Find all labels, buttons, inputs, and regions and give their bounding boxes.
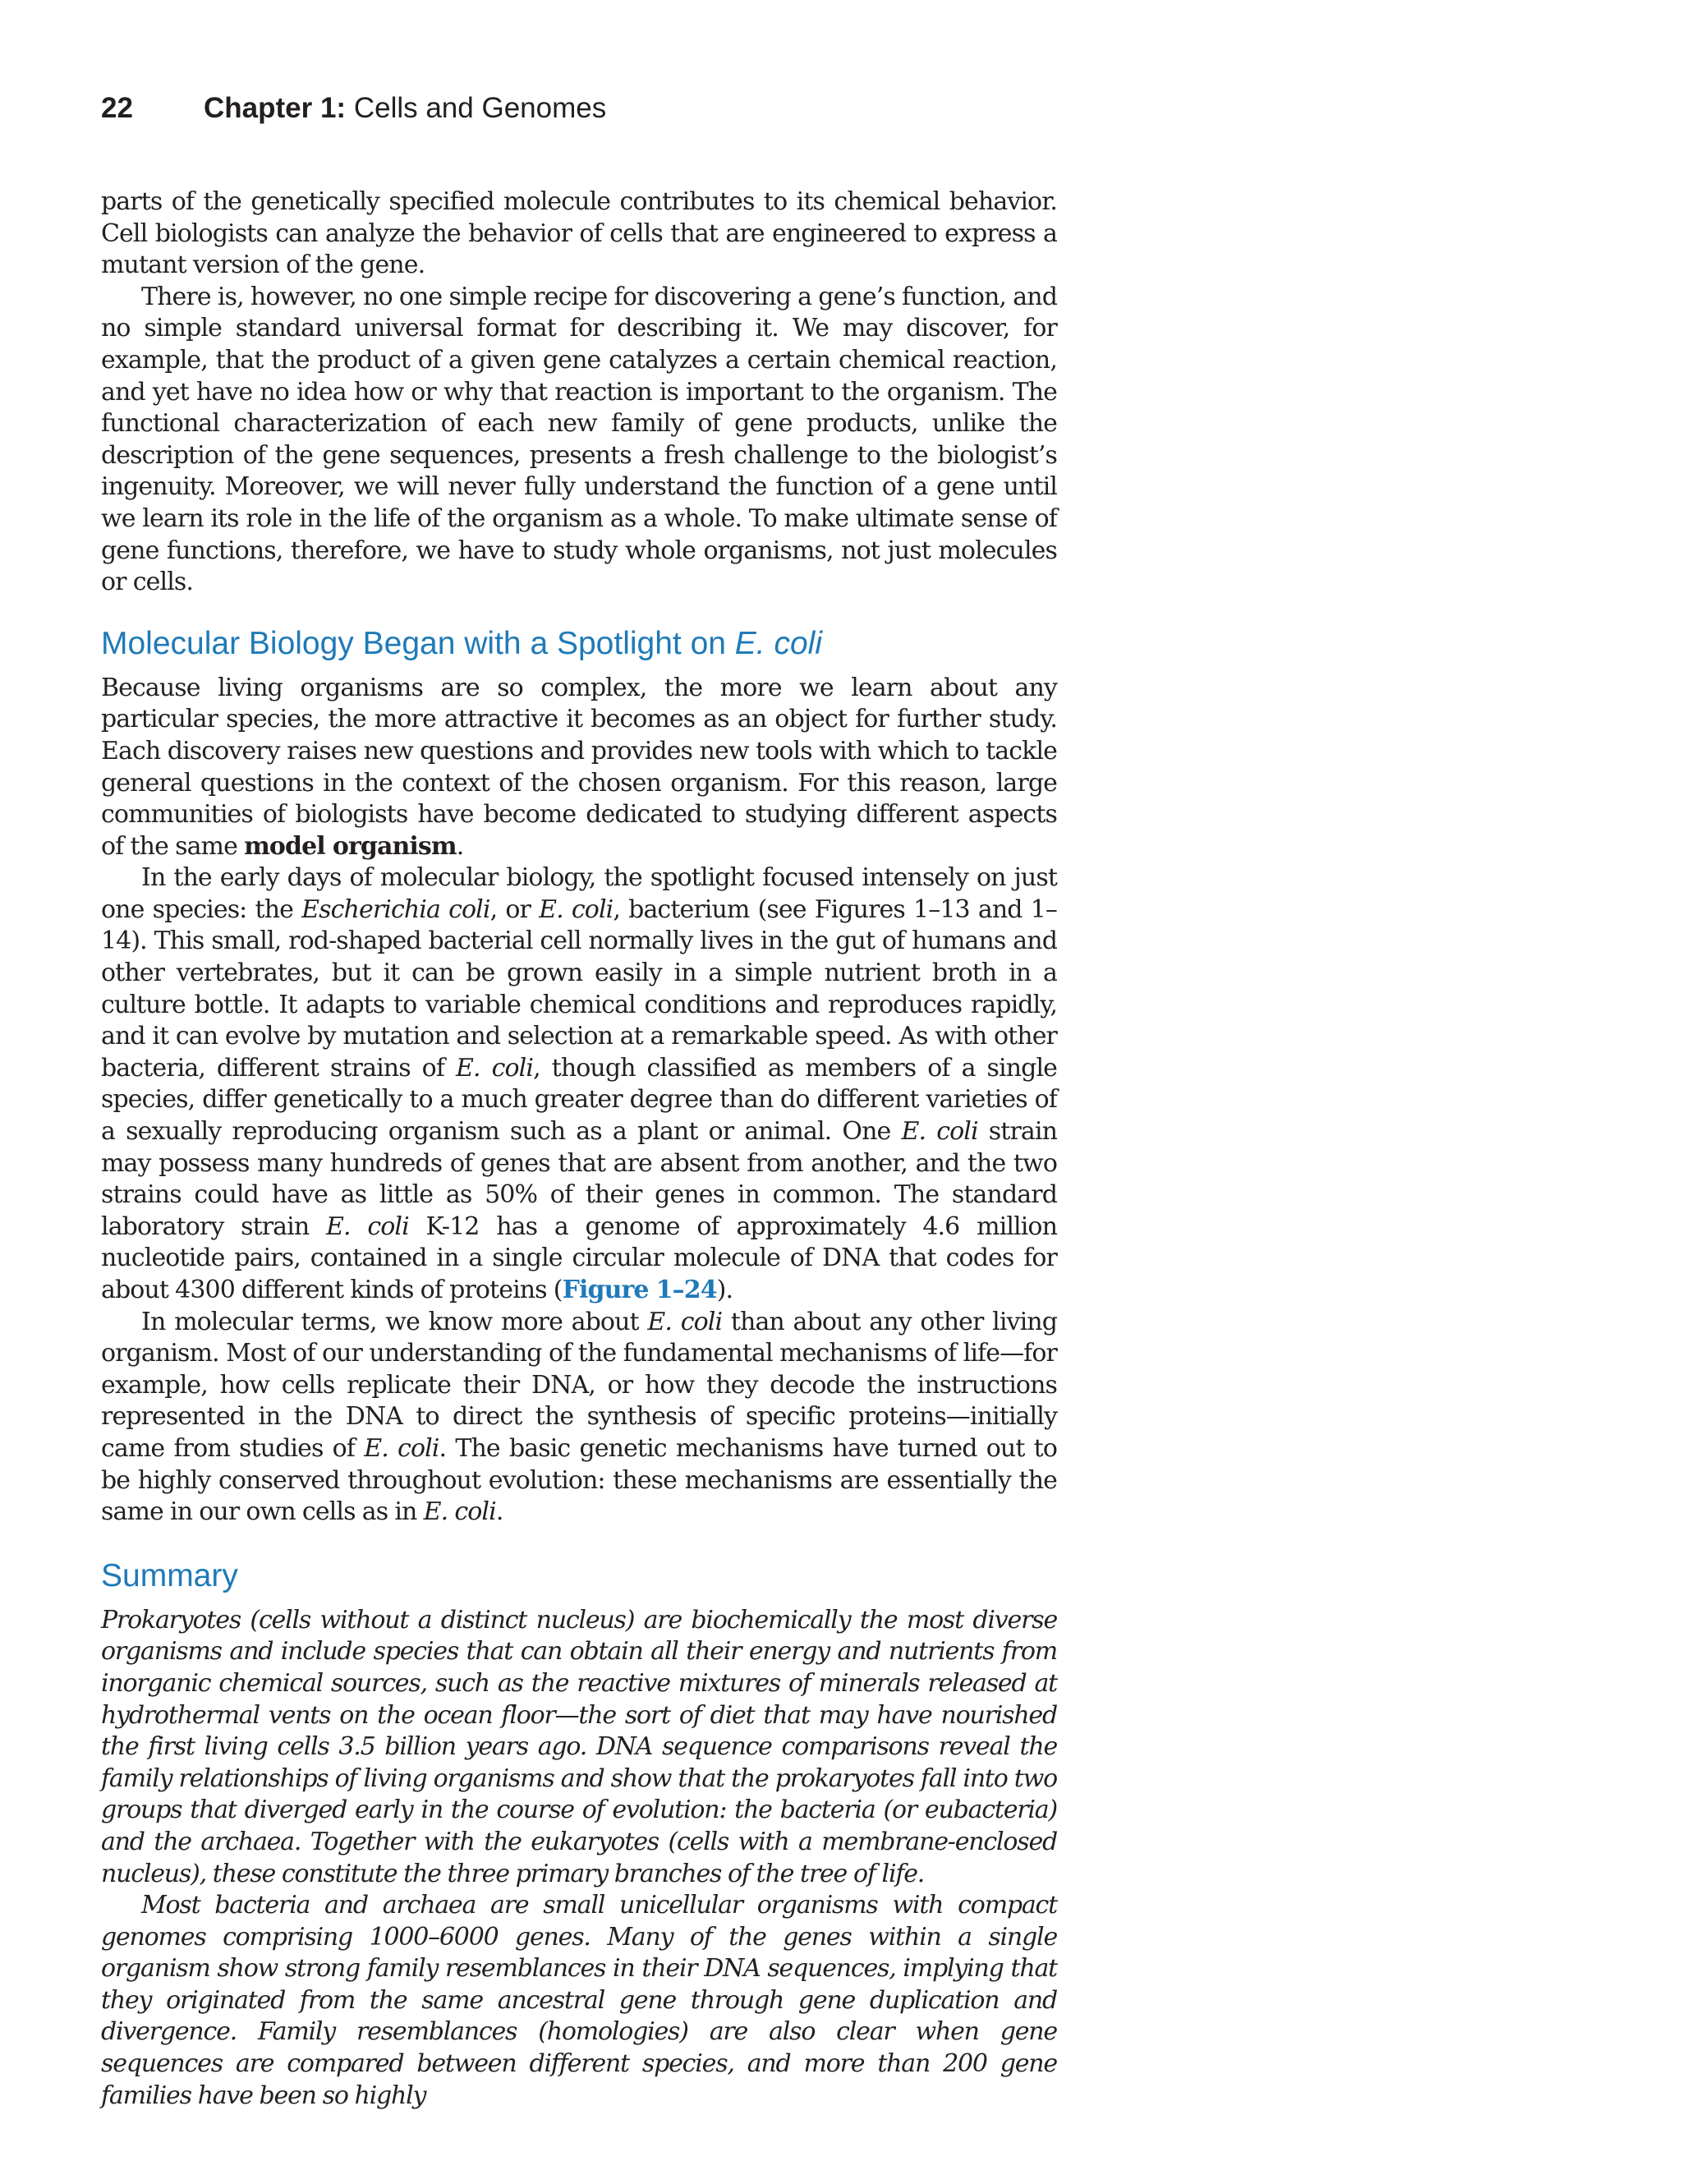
gene-function-paragraph: There is, however, no one simple recipe for discovering a gene’s function, and no simple standard universal format for describing it. We may discover, for example, that the product of a given gene catalyzes a certain chemical reaction, and yet have no idea how or why that reaction is important to the organism. The functional characterization of each new family of gene products, unlike the description of the gene sequences, presents a fresh challenge to the biologist’s ingenuity. Moreover, we will never fully understand the function of a gene until we learn its role in the life of the organism as a whole. To make ultimate sense of gene functions, therefore, we have to study whole organisms, not just molecules or cells. <box>101 282 1057 597</box>
ecoli-early-days-paragraph: In the early days of molecular biology, the spotlight focused intensely on just one species: the Escherichia coli, or E. coli, bacterium (see Figures 1–13 and 1–14). This small, rod-shaped bacterial cell normally lives in the gut of humans and other vertebrates, but it can be grown easily in a simple nutrient broth in a culture bottle. It adapts to variable chemical conditions and reproduces rapidly, and it can evolve by mutation and selection at a remarkable speed. As with other bacteria, different strains of E. coli, though classified as members of a single species, differ genetically to a much greater degree than do different varieties of a sexually reproducing organism such as a plant or animal. One E. coli strain may possess many hundreds of genes that are absent from another, and the two strains could have as little as 50% of their genes in common. The standard laboratory strain E. coli K-12 has a genome of approximately 4.6 million nucleotide pairs, contained in a single circular molecule of DNA that codes for about 4300 different kinds of proteins (Figure 1–24). <box>101 863 1057 1304</box>
model-organism-paragraph: Because living organisms are so complex, the more we learn about any particular species, the more attractive it becomes as an object for further study. Each discovery raises new questions and provides new tools with which to tackle general questions in the context of the chosen organism. For this reason, large communities of biologists have become dedicated to studying different aspects of the same model organism. <box>101 673 1057 861</box>
running-head <box>101 89 606 128</box>
summary-paragraph-prokaryotes: Prokaryotes (cells without a distinct nucleus) are biochemically the most diverse organisms and include species that can obtain all their energy and nutrients from inorganic chemical sources, such as the reactive mixtures of minerals released at hydrothermal vents on the ocean floor—the sort of diet that may have nourished the first living cells 3.5 billion years ago. DNA sequence comparisons reveal the family relationships of living organisms and show that the prokaryotes fall into two groups that diverged early in the course of evolution: the bacteria (or eubacteria) and the archaea. Together with the eukaryotes (cells with a membrane-enclosed nucleus), these constitute the three primary branches of the tree of life. <box>101 1605 1057 1888</box>
section-heading-species: E. coli <box>734 625 822 661</box>
page-number: 22 <box>101 92 133 124</box>
continued-paragraph: parts of the genetically specified molecule contributes to its chemical behavior. Cell biologists can analyze the behavior of cells that are engineered to express a mutant version of the gene. <box>101 187 1057 280</box>
section-heading-summary: Summary <box>101 1557 238 1593</box>
summary-paragraph-bacteria-archaea: Most bacteria and archaea are small unicellular organisms with compact genomes comprising 1000–6000 genes. Many of the genes within a single organism show strong family resemblances in their DNA sequences, implying that they originated from the same ancestral gene through gene duplication and divergence. Family resemblances (homologies) are also clear when gene sequences are compared between different species, and more than 200 gene families have been so highly <box>101 1891 1057 2110</box>
section-heading-molecular-biology <box>101 623 1057 664</box>
chapter-title: Cells and Genomes <box>353 92 607 124</box>
ecoli-molecular-terms-paragraph: In molecular terms, we know more about E. coli than about any other living organism. Most of our understanding of the fundamental mechanisms of life—for example, how cells replicate their DNA, or how they decode the instructions represented in the DNA to direct the synthesis of specific proteins—initially came from studies of E. coli. The basic genetic mechanisms have turned out to be highly conserved throughout evolution: these mechanisms are essentially the same in our own cells as in E. coli. <box>101 1307 1057 1527</box>
chapter-label: Chapter 1: <box>204 92 347 124</box>
key-term-model-organism: model organism <box>244 831 457 861</box>
figure-reference-link[interactable]: Figure 1–24 <box>562 1276 717 1304</box>
section-heading-text: Molecular Biology Began with a Spotlight on <box>101 625 735 661</box>
main-text-column <box>101 186 1057 2112</box>
